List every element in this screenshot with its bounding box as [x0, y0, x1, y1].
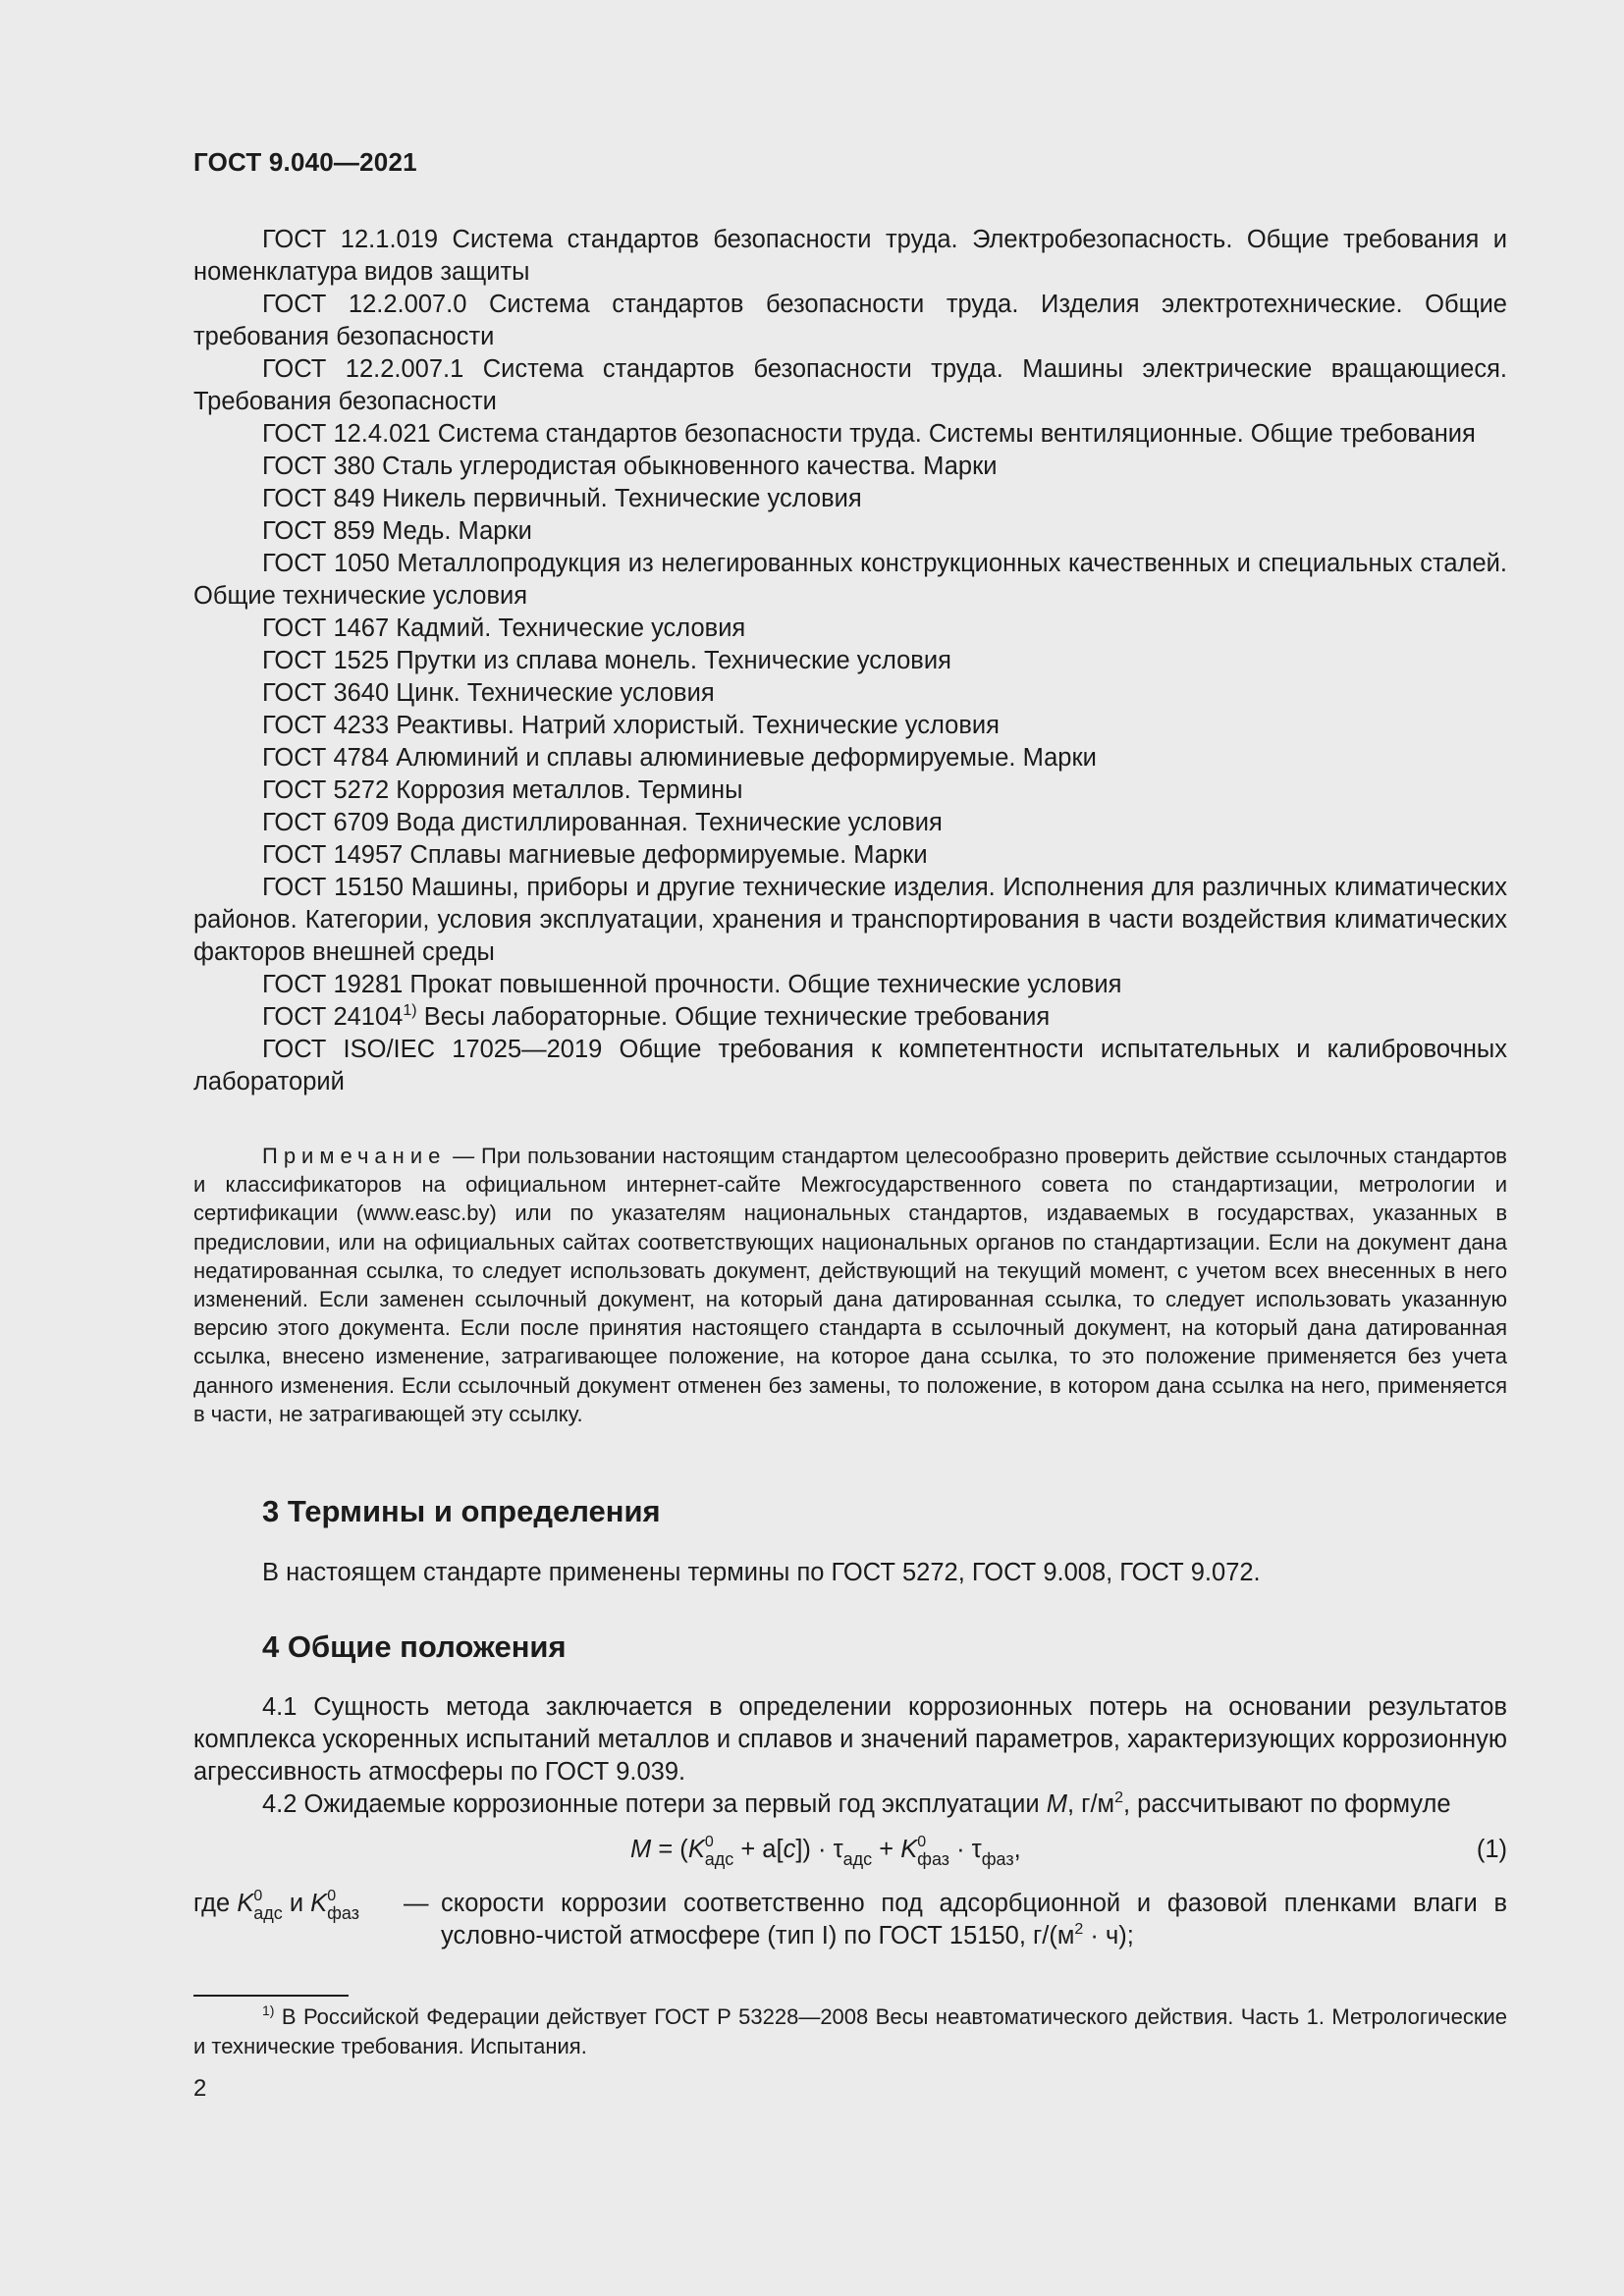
- formula-number: (1): [1476, 1836, 1507, 1863]
- footnote-divider: [193, 1995, 349, 1997]
- reference-item: ГОСТ 3640 Цинк. Технические условия: [262, 679, 715, 707]
- reference-item: ГОСТ 859 Медь. Марки: [262, 517, 532, 545]
- reference-item: ГОСТ 849 Никель первичный. Технические условия: [262, 485, 862, 512]
- footnote-marker[interactable]: 1): [403, 1002, 417, 1019]
- section-3-text: В настоящем стандарте применены термины по ГОСТ 5272, ГОСТ 9.008, ГОСТ 9.072.: [262, 1559, 1261, 1586]
- section-4-body: [193, 1691, 1507, 1821]
- reference-item: ГОСТ 380 Сталь углеродистая обыкновенного качества. Марки: [262, 453, 998, 480]
- reference-item: ГОСТ 12.4.021 Система стандартов безопасности труда. Системы вентиляционные. Общие требования: [262, 420, 1476, 448]
- reference-title: Весы лабораторные. Общие технические требования: [423, 1003, 1051, 1031]
- reference-item: ГОСТ 12.2.007.1 Система стандартов безопасности труда. Машины электрические вращающиеся. Требования безопасности: [193, 355, 1507, 415]
- section-3-title: 3 Термины и определения: [262, 1494, 661, 1528]
- clause-4-1: 4.1 Сущность метода заключается в определении коррозионных потерь на основании результатов комплекса ускоренных испытаний металлов и сплавов и значений параметров, характеризующих коррозионную агрессивность атмосферы по ГОСТ 9.039.: [193, 1693, 1507, 1786]
- footnote-text: В Российской Федерации действует ГОСТ Р 53228—2008 Весы неавтоматического действия. Часть 1. Метрологические и технические требования. Испытания.: [193, 2004, 1507, 2058]
- reference-code: ГОСТ 24104: [262, 1003, 404, 1031]
- reference-item: ГОСТ 12.2.007.0 Система стандартов безопасности труда. Изделия электротехнические. Общие требования безопасности: [193, 291, 1507, 350]
- document-page: [193, 0, 1507, 2296]
- note-block: [193, 1142, 1507, 1428]
- reference-item: ГОСТ 6709 Вода дистиллированная. Технические условия: [262, 809, 943, 836]
- document-code-header: ГОСТ 9.040—2021: [193, 147, 417, 177]
- section-3-body: [193, 1557, 1507, 1589]
- page-number: 2: [193, 2075, 207, 2102]
- note-label: Примечание: [262, 1144, 447, 1168]
- footnote-marker: 1): [262, 2002, 275, 2018]
- reference-item: ГОСТ 15150 Машины, приборы и другие технические изделия. Исполнения для различных климатических районов. Категории, условия эксплуатации, хранения и транспортирования в части воздействия климатических факторов внешней среды: [193, 874, 1507, 966]
- reference-item-24104: [193, 1001, 1507, 1034]
- formula-expression: $M = (K^0_{адс} + a[c]) \cdot \tau_{адс} + K^0_{фаз} \cdot \tau_{фаз}$,: [630, 1834, 1021, 1869]
- reference-item: ГОСТ 19281 Прокат повышенной прочности. Общие технические условия: [262, 971, 1122, 998]
- reference-item: ГОСТ 5272 Коррозия металлов. Термины: [262, 776, 743, 804]
- where-symbols: где $K^0_{адс}$ и $K^0_{фаз}$: [193, 1888, 359, 1923]
- reference-item-iso: ГОСТ ISO/IEC 17025—2019 Общие требования к компетентности испытательных и калибровочных лабораторий: [193, 1036, 1507, 1095]
- note-dash: —: [453, 1144, 475, 1168]
- reference-item: ГОСТ 1525 Прутки из сплава монель. Технические условия: [262, 647, 951, 674]
- reference-item: ГОСТ 4784 Алюминий и сплавы алюминиевые деформируемые. Марки: [262, 744, 1097, 772]
- reference-item: ГОСТ 12.1.019 Система стандартов безопасности труда. Электробезопасность. Общие требования и номенклатура видов защиты: [193, 226, 1507, 286]
- footnote: [193, 2002, 1507, 2061]
- clause-4-2: 4.2 Ожидаемые коррозионные потери за первый год эксплуатации M, $г/м^2$, рассчитывают по формуле: [262, 1789, 1451, 1818]
- section-4-title: 4 Общие положения: [262, 1629, 567, 1664]
- where-dash: —: [404, 1890, 429, 1917]
- reference-item: ГОСТ 14957 Сплавы магниевые деформируемые. Марки: [262, 841, 928, 869]
- reference-item: ГОСТ 1050 Металлопродукция из нелегированных конструкционных качественных и специальных сталей. Общие технические условия: [193, 550, 1507, 610]
- note-text: При пользовании настоящим стандартом целесообразно проверить действие ссылочных стандартов и классификаторов на официальном интернет-сайте Межгосударственного совета по стандартизации, метрологии и сертификации (www.easc.by) или по указателям национальных стандартов, издаваемых в государствах, указанных в предисловии, или на официальных сайтах соответствующих национальных органов по стандартизации. Если на документ дана недатированная ссылка, то следует использовать документ, действующий на текущий момент, с учетом всех внесенных в него изменений. Если заменен ссылочный документ, на который дана датированная ссылка, то следует использовать указанную версию этого документа. Если после принятия настоящего стандарта в ссылочный документ, на который дана датированная ссылка, внесено изменение, затрагивающее положение, на которое дана ссылка, то это положение применяется без учета данного изменения. Если ссылочный документ отменен без замены, то положение, в котором дана ссылка на него, применяется в части, не затрагивающей эту ссылку.: [193, 1144, 1507, 1426]
- where-definition: скорости коррозии соответственно под адсорбционной и фазовой пленками влаги в условно-чистой атмосфере (тип I) по ГОСТ 15150, $г/(м^2 \cdot ч)$;: [441, 1890, 1507, 1949]
- normative-references-list: [193, 224, 1507, 1098]
- reference-item: ГОСТ 4233 Реактивы. Натрий хлористый. Технические условия: [262, 712, 1000, 739]
- formula-1: [193, 1836, 1507, 1875]
- reference-item: ГОСТ 1467 Кадмий. Технические условия: [262, 614, 746, 642]
